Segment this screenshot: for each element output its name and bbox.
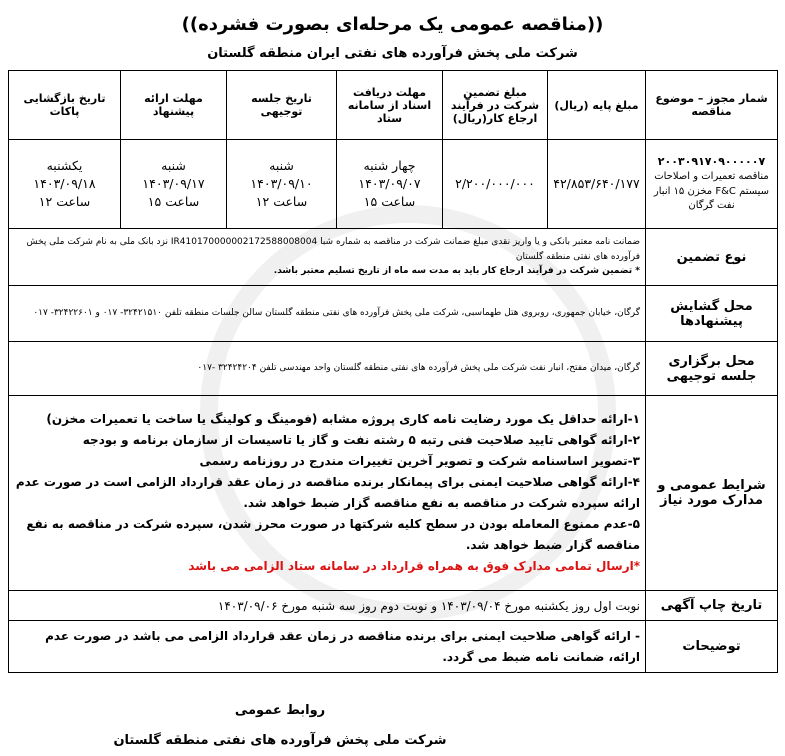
permit-number: ۲۰۰۳۰۹۱۷۰۹۰۰۰۰۰۷ (657, 155, 766, 169)
print-date-row (9, 591, 778, 621)
briefing-cell (227, 140, 337, 229)
guarantee-validity-note: * تضمین شرکت در فرآیند ارجاع کار باید به مدت سه ماه از تاریخ تسلیم معتبر باشد. (273, 266, 640, 277)
page-title: ((مناقصه عمومی یک مرحله‌ای بصورت فشرده)) (181, 14, 604, 35)
header-offer-deadline: مهلت ارائه پیشنهاد (121, 71, 227, 140)
offer-time: ساعت ۱۵ (147, 194, 200, 210)
briefing-place-label: محل برگزاری جلسه توجیهی (646, 342, 778, 396)
open-day: یکشنبه (46, 157, 83, 173)
notes-row (9, 621, 778, 673)
conditions-note: *ارسال تمامی مدارک فوق به همراه قرارداد در سامانه ستاد الزامی می باشد (188, 559, 640, 573)
open-time: ساعت ۱۲ (38, 194, 91, 210)
base-amount: ۴۲/۸۵۳/۶۴۰/۱۷۷ (548, 140, 646, 229)
header-guarantee: مبلغ تضمین شرکت در فرآیند ارجاع کار(ریال) (443, 71, 548, 140)
opening-place-text: گرگان، خیابان جمهوری، روبروی هتل طهماسبی، شرکت ملی پخش فرآورده های نفتی منطقه گلستان سالن جلسات منطقه تلفن ۳۲۴۲۱۵۱۰- ۰۱۷ و ۳۲۴۲۲۶۰۱- ۰۱۷ (9, 286, 646, 342)
brief-day: شنبه (269, 157, 294, 173)
signature-company: شرکت ملی پخش فرآورده های نفتی منطقه گلستان (113, 733, 447, 748)
print-date-label: تاریخ چاپ آگهی (646, 591, 778, 621)
signature-dept: روابط عمومی (234, 703, 326, 718)
condition-5: ۵-عدم ممنوع المعامله بودن در سطح کلیه شرکتها در صورت محرز شدن، سپرده شرکت در مناقصه به نفع مناقصه گزار ضبط خواهد شد. (26, 517, 640, 552)
header-row (9, 71, 778, 140)
guarantee-type-label: نوع تضمین (646, 229, 778, 286)
tender-table (8, 70, 778, 673)
open-date: ۱۴۰۳/۰۹/۱۸ (33, 175, 96, 191)
notes-text: - ارائه گواهی صلاحیت ایمنی برای برنده مناقصه در زمان عقد قرارداد الزامی می باشد در صورت عدم ارائه، ضمانت نامه ضبط می گردد. (9, 621, 646, 673)
brief-date: ۱۴۰۳/۰۹/۱۰ (250, 175, 313, 191)
permit-cell (646, 140, 778, 229)
doc-day: چهار شنبه (363, 157, 416, 173)
guarantee-amount: ۲/۲۰۰/۰۰۰/۰۰۰ (443, 140, 548, 229)
offer-date: ۱۴۰۳/۰۹/۱۷ (142, 175, 205, 191)
opening-place-label: محل گشایش پیشنهادها (646, 286, 778, 342)
condition-4: ۴-ارائه گواهی صلاحیت ایمنی برای پیمانکار برنده مناقصه در زمان عقد قرارداد الزامی است در صورت عدم ارائه سپرده شرکت در مناقصه به نفع مناقصه گزار ضبط خواهد شد. (15, 475, 640, 510)
guarantee-type-row (9, 229, 778, 286)
header-opening: تاریخ بازگشایی پاکات (9, 71, 121, 140)
header-briefing: تاریخ جلسه توجیهی (227, 71, 337, 140)
condition-2: ۲-ارائه گواهی تایید صلاحیت فنی رتبه ۵ رشته نفت و گاز یا تاسیسات از سازمان برنامه و بودجه (82, 433, 640, 447)
doc-date: ۱۴۰۳/۰۹/۰۷ (358, 175, 421, 191)
condition-1: ۱-ارائه حداقل یک مورد رضایت نامه کاری پروژه مشابه (فومینگ و کولینگ یا ساخت یا تعمیرات مخزن) (46, 412, 640, 426)
page-subtitle: شرکت ملی پخش فرآورده های نفتی ایران منطقه گلستان (207, 46, 578, 61)
notes-label: توضیحات (646, 621, 778, 673)
guarantee-text: ضمانت نامه معتبر بانکی و یا واریز نقدی مبلغ ضمانت شرکت در مناقصه به شماره شبا IR410170000002172588008004 نزد بانک ملی به نام شرکت ملی پخش فرآورده های نفتی منطقه گلستان (26, 237, 640, 262)
conditions-label: شرایط عمومی و مدارک مورد نیاز (646, 396, 778, 591)
opening-cell (9, 140, 121, 229)
condition-3: ۳-تصویر اساسنامه شرکت و تصویر آخرین تغییرات مندرج در روزنامه رسمی (199, 454, 640, 468)
briefing-place-text: گرگان، میدان مفتح، انبار نفت شرکت ملی پخش فرآورده های نفتی منطقه گلستان واحد مهندسی تلفن ۳۲۴۲۴۲۰۴ -۰۱۷ (9, 342, 646, 396)
conditions-row (9, 396, 778, 591)
opening-place-row (9, 286, 778, 342)
print-date-text: نوبت اول روز یکشنبه مورخ ۱۴۰۳/۰۹/۰۴ و نوبت دوم روز سه شنبه مورخ ۱۴۰۳/۰۹/۰۶ (9, 591, 646, 621)
doc-time: ساعت ۱۵ (363, 194, 416, 210)
briefing-place-row (9, 342, 778, 396)
permit-description: مناقصه تعمیرات و اصلاحات سیستم F&C مخزن ۱۵ انبار نفت گرگان (653, 171, 770, 212)
doc-deadline-cell (337, 140, 443, 229)
header-doc-deadline: مهلت دریافت اسناد از سامانه ستاد (337, 71, 443, 140)
brief-time: ساعت ۱۲ (255, 194, 308, 210)
offer-cell (121, 140, 227, 229)
values-row (9, 140, 778, 229)
offer-day: شنبه (161, 157, 186, 173)
header-permit: شمار مجوز – موضوع مناقصه (646, 71, 778, 140)
header-base-amount: مبلغ پایه (ریال) (548, 71, 646, 140)
